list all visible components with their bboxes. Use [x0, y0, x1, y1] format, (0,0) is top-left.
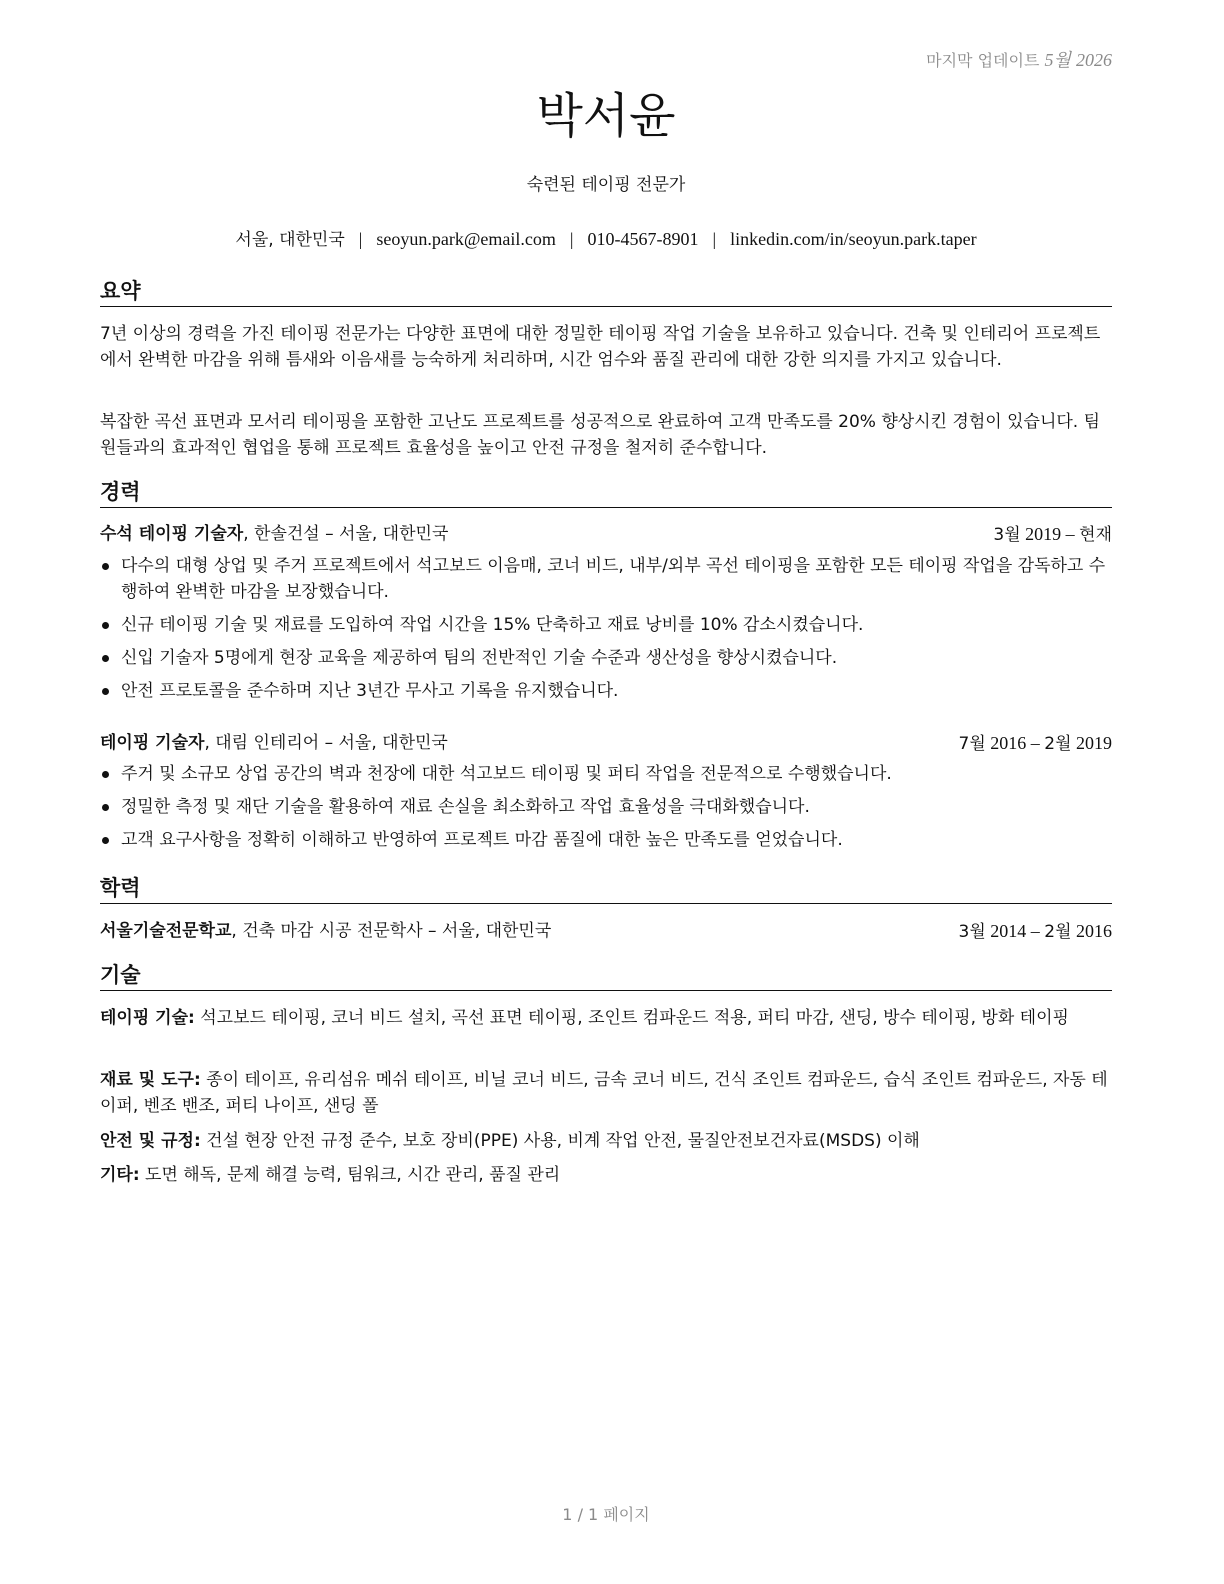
page-label: 페이지: [603, 1505, 650, 1524]
summary-paragraph-1: 7년 이상의 경력을 가진 테이핑 전문가는 다양한 표면에 대한 정밀한 테이핑 작업 기술을 보유하고 있습니다. 건축 및 인테리어 프로젝트에서 완벽한 마감을 위해 틈새와 이음새를 능숙하게 처리하며, 시간 엄수와 품질 관리에 대한 강한 의지를 가지고 있습니다.: [100, 324, 1101, 370]
summary-paragraph-2: 복잡한 곡선 표면과 모서리 테이핑을 포함한 고난도 프로젝트를 성공적으로 완료하여 고객 만족도를 20% 향상시킨 경험이 있습니다. 팀원들과의 효과적인 협업을 통해 프로젝트 효율성을 높이고 안전 규정을 철저히 준수합니다.: [100, 412, 1101, 458]
job-role: 테이핑 기술자: [100, 733, 205, 753]
job-end-year: 2019: [1076, 733, 1112, 753]
contact-line: [100, 225, 1112, 250]
last-updated: [926, 46, 1112, 72]
job-start-month: 3월: [993, 525, 1021, 545]
skill-text: 석고보드 테이핑, 코너 비드 설치, 곡선 표면 테이핑, 조인트 컴파운드 적용, 퍼티 마감, 샌딩, 방수 테이핑, 방화 테이핑: [194, 1008, 1069, 1028]
degree: , 건축 마감 시공 전문학사 – 서울, 대한민국: [231, 921, 552, 941]
job-start-year: 2016: [990, 733, 1027, 753]
skill-label: 테이핑 기술:: [100, 1008, 195, 1028]
job-start-month: 7월: [958, 734, 986, 754]
list-item: 정밀한 측정 및 재단 기술을 활용하여 재료 손실을 최소화하고 작업 효율성을 극대화했습니다.: [100, 794, 1112, 820]
job-dates: [993, 522, 1112, 547]
candidate-name: 박서윤: [536, 88, 676, 144]
list-item: 신규 테이핑 기술 및 재료를 도입하여 작업 시간을 15% 단축하고 재료 낭비를 10% 감소시켰습니다.: [100, 612, 1112, 638]
job-end-month: 2월: [1044, 734, 1072, 754]
job-dates: [959, 731, 1113, 756]
contact-separator: |: [358, 229, 363, 249]
list-item: 주거 및 소규모 상업 공간의 벽과 천장에 대한 석고보드 테이핑 및 퍼티 작업을 전문적으로 수행했습니다.: [100, 761, 1112, 787]
list-item: 안전 프로토콜을 준수하며 지난 3년간 무사고 기록을 유지했습니다.: [100, 678, 1112, 704]
headline: 숙련된 테이핑 전문가: [526, 175, 686, 195]
section-title-skills: 기술: [100, 962, 1112, 991]
skill-row: [100, 1067, 1112, 1119]
skill-text: 도면 해독, 문제 해결 능력, 팀워크, 시간 관리, 품질 관리: [139, 1165, 561, 1185]
school-name: 서울기술전문학교: [100, 921, 232, 941]
edu-end-year: 2016: [1076, 921, 1112, 941]
edu-end-month: 2월: [1044, 922, 1072, 942]
skill-row: [100, 1005, 1112, 1031]
job-end: 현재: [1079, 525, 1112, 545]
list-item: 다수의 대형 상업 및 주거 프로젝트에서 석고보드 이음매, 코너 비드, 내부/외부 곡선 테이핑을 포함한 모든 테이핑 작업을 감독하고 수행하여 완벽한 마감을 보장했습니다.: [100, 553, 1112, 605]
job-company: , 한솔건설 – 서울, 대한민국: [243, 524, 449, 544]
last-updated-month: 5월: [1044, 50, 1071, 70]
edu-start-month: 3월: [958, 922, 986, 942]
section-title-education: 학력: [100, 875, 1112, 904]
contact-separator: |: [712, 229, 717, 249]
contact-separator: |: [569, 229, 574, 249]
skill-label: 기타:: [100, 1165, 140, 1185]
job-company: , 대림 인테리어 – 서울, 대한민국: [204, 733, 448, 753]
section-title-summary: 요약: [100, 278, 1112, 307]
list-item: 신입 기술자 5명에게 현장 교육을 제공하여 팀의 전반적인 기술 수준과 생산성을 향상시켰습니다.: [100, 645, 1112, 671]
job-start-year: 2019: [1025, 524, 1062, 544]
list-item: 고객 요구사항을 정확히 이해하고 반영하여 프로젝트 마감 품질에 대한 높은 만족도를 얻었습니다.: [100, 827, 1112, 853]
section-title-experience: 경력: [100, 479, 1112, 508]
skill-row: [100, 1162, 1112, 1188]
contact-location: 서울, 대한민국: [235, 230, 345, 250]
education-dates: [959, 919, 1113, 944]
skill-label: 재료 및 도구:: [100, 1070, 201, 1090]
job-bullets: [100, 553, 1112, 711]
contact-phone[interactable]: 010-4567-8901: [587, 229, 699, 249]
skill-label: 안전 및 규정:: [100, 1131, 201, 1151]
contact-email[interactable]: seoyun.park@email.com: [376, 229, 556, 249]
date-dash: –: [1030, 921, 1040, 941]
skill-text: 건설 현장 안전 규정 준수, 보호 장비(PPE) 사용, 비계 작업 안전, 물질안전보건자료(MSDS) 이해: [200, 1131, 920, 1151]
resume-page: [100, 0, 1112, 1584]
contact-linkedin[interactable]: linkedin.com/in/seoyun.park.taper: [730, 229, 977, 249]
date-dash: –: [1065, 524, 1075, 544]
page-number: 1 / 1: [562, 1505, 599, 1524]
last-updated-label: 마지막 업데이트: [926, 51, 1040, 70]
job-bullets: [100, 761, 1112, 860]
page-footer: [100, 1502, 1112, 1525]
skill-row: [100, 1128, 1112, 1154]
date-dash: –: [1030, 733, 1040, 753]
edu-start-year: 2014: [990, 921, 1027, 941]
last-updated-year: 2026: [1076, 50, 1112, 70]
job-role: 수석 테이핑 기술자: [100, 524, 244, 544]
skill-text: 종이 테이프, 유리섬유 메쉬 테이프, 비닐 코너 비드, 금속 코너 비드, 건식 조인트 컴파운드, 습식 조인트 컴파운드, 자동 테이퍼, 벤조 밴조, 퍼티 나이프, 샌딩 폴: [100, 1070, 1108, 1116]
